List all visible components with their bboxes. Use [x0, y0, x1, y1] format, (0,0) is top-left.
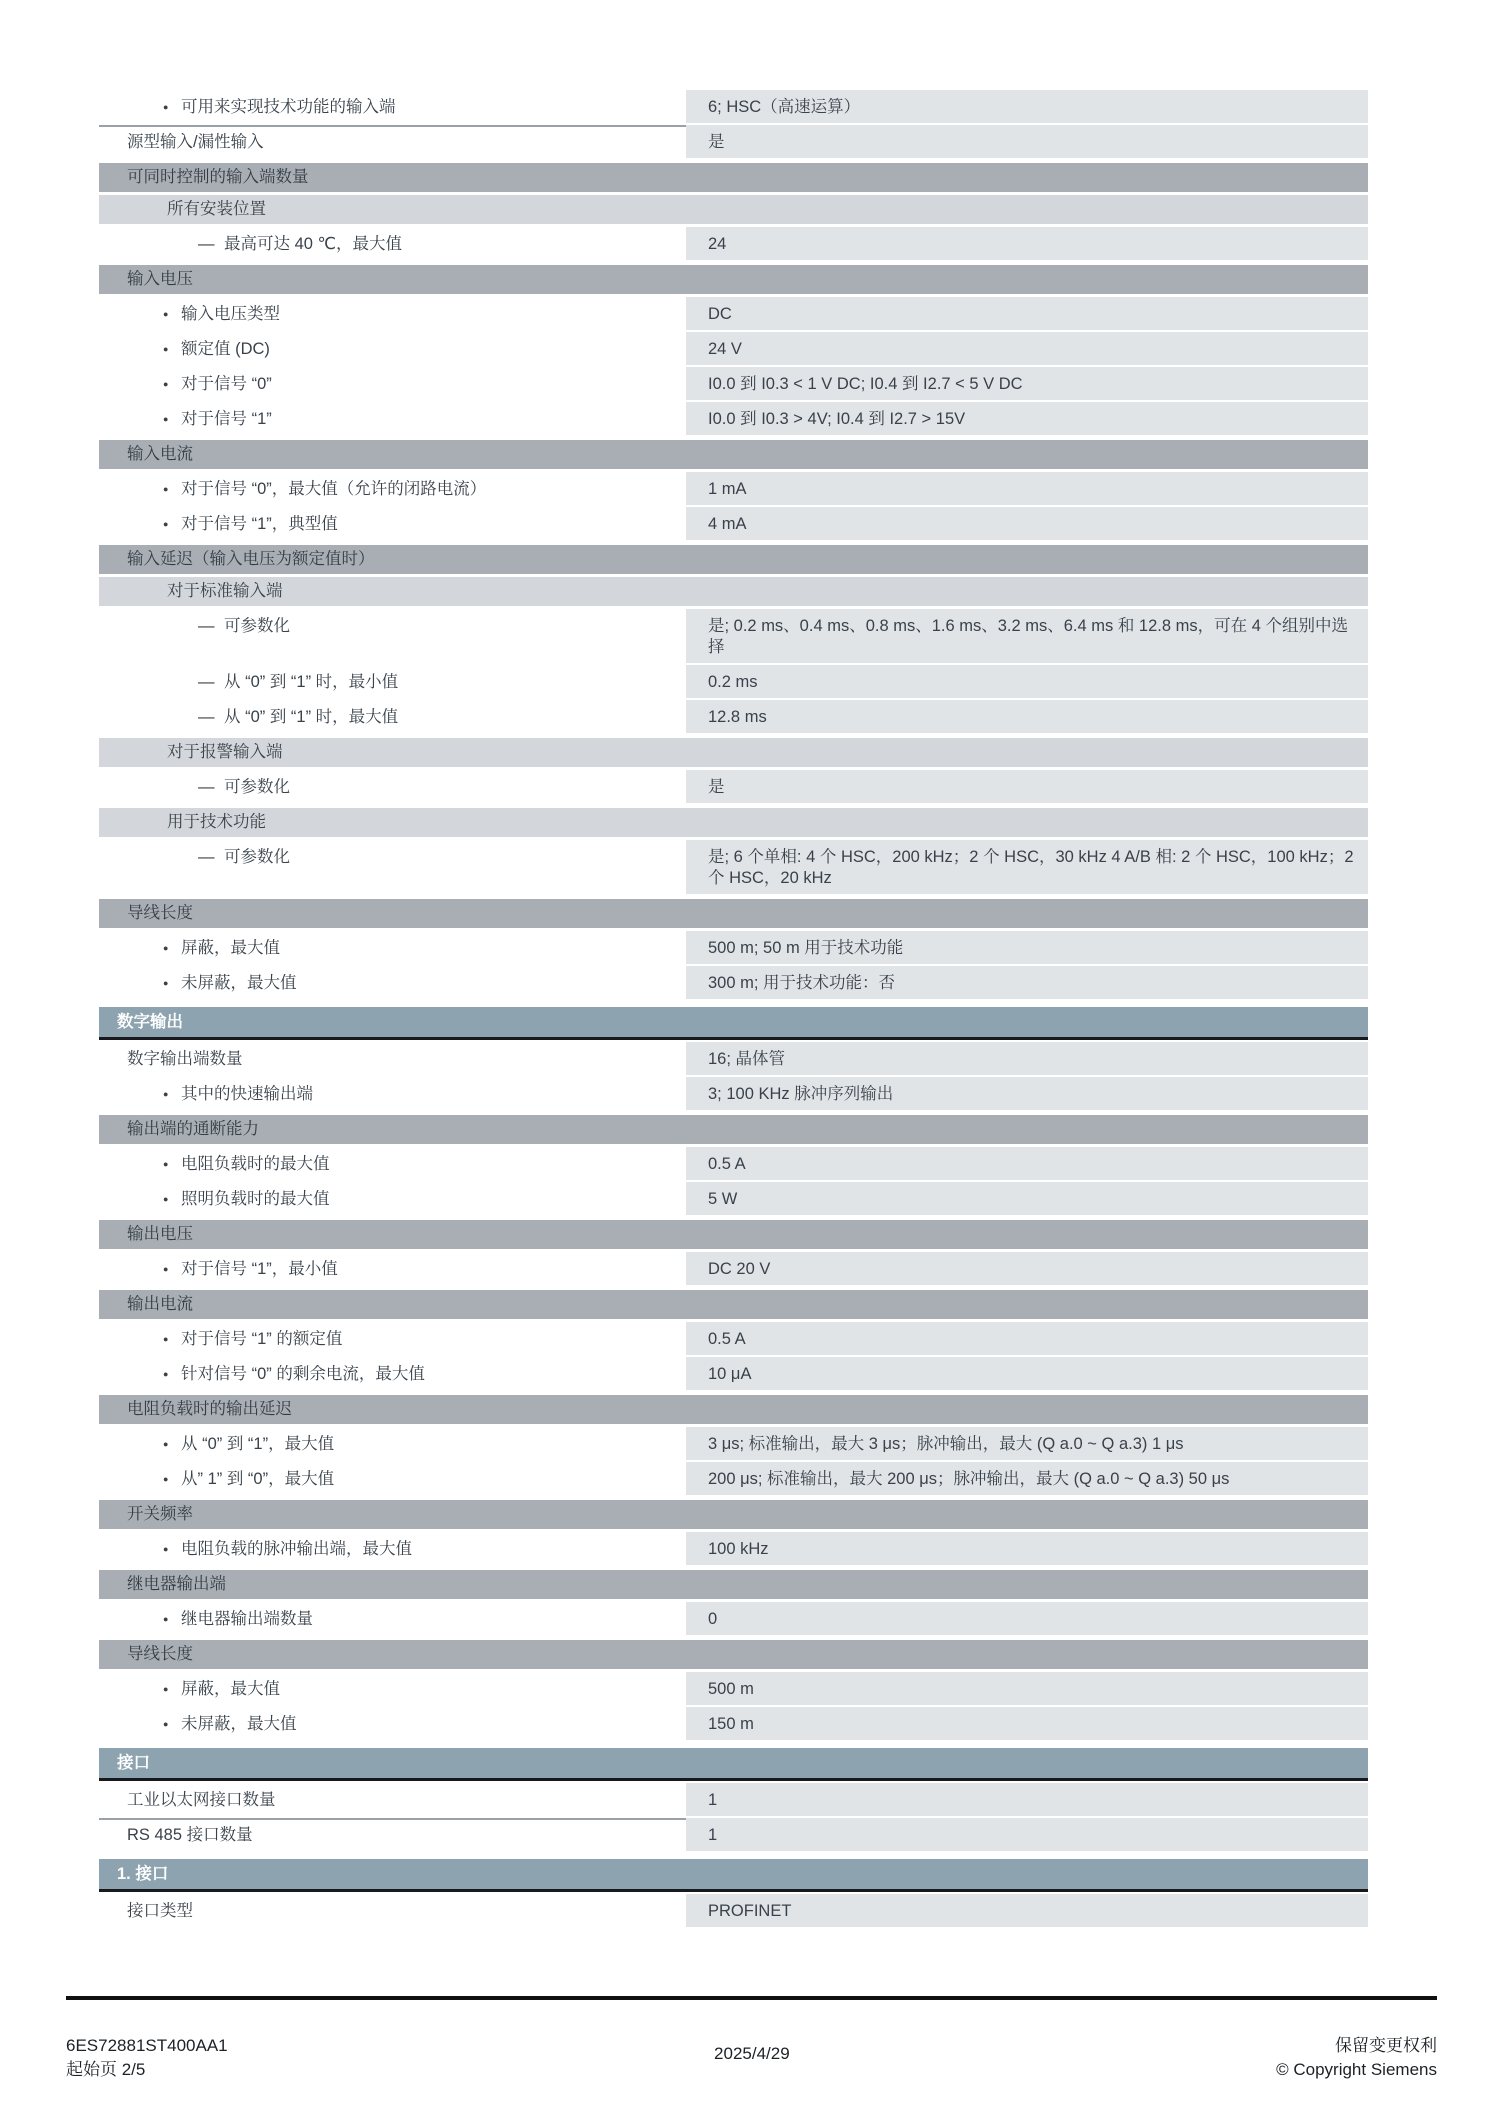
spec-value-cell: [686, 1818, 1368, 1853]
spec-value: 5 W: [708, 1190, 738, 1208]
bullet-icon: ●: [163, 1719, 169, 1729]
spec-value: 10 μA: [708, 1365, 752, 1383]
section-header: [99, 265, 1368, 294]
spec-label-cell: [99, 770, 686, 805]
header-label: 电阻负载时的输出延迟: [127, 1400, 292, 1418]
spec-value: 1: [708, 1826, 718, 1844]
spec-value: 是: [708, 133, 725, 151]
spec-label: 从 “0” 到 “1” 时，最小值: [224, 673, 399, 691]
dash-icon: —: [198, 235, 215, 253]
spec-value-cell: [686, 227, 1368, 262]
header-label: 输出电流: [127, 1295, 193, 1313]
spec-label-cell: [99, 1252, 686, 1287]
bullet-icon: ●: [163, 1544, 169, 1554]
spec-row: [99, 1427, 1368, 1462]
header-label: 输入电流: [127, 445, 193, 463]
spec-value-cell: [686, 1427, 1368, 1462]
spec-value-cell: [686, 367, 1368, 402]
bullet-icon: ●: [163, 414, 169, 424]
header-label: 输出电压: [127, 1225, 193, 1243]
spec-label-cell: [99, 700, 686, 735]
spec-label: 接口类型: [127, 1902, 193, 1920]
section-header: [99, 1115, 1368, 1144]
spec-label-cell: [99, 125, 686, 160]
spec-value-cell: [686, 125, 1368, 160]
subsection-header: [99, 808, 1368, 837]
section-header: [99, 1220, 1368, 1249]
spec-value-cell: [686, 770, 1368, 805]
section-header: [99, 1395, 1368, 1424]
spec-label: 最高可达 40 ℃，最大值: [224, 235, 403, 253]
spec-value: I0.0 到 I0.3 < 1 V DC; I0.4 到 I2.7 < 5 V DC: [708, 375, 1023, 393]
spec-label-cell: [99, 1783, 686, 1818]
spec-row: [99, 1532, 1368, 1567]
spec-label: 额定值 (DC): [181, 340, 270, 358]
spec-label: 可用来实现技术功能的输入端: [181, 98, 396, 116]
spec-row: [99, 1042, 1368, 1077]
spec-label-cell: [99, 1042, 686, 1077]
spec-row: [99, 1783, 1368, 1818]
bullet-icon: ●: [163, 344, 169, 354]
spec-row: [99, 1147, 1368, 1182]
footer-page-info: 起始页 2/5: [66, 2060, 146, 2079]
bullet-icon: ●: [163, 1194, 169, 1204]
spec-value-cell: [686, 1182, 1368, 1217]
header-label: 所有安装位置: [167, 200, 266, 218]
subsection-header: [99, 738, 1368, 767]
bullet-icon: ●: [163, 1369, 169, 1379]
spec-value: 1 mA: [708, 480, 747, 498]
spec-value-cell: [686, 1077, 1368, 1112]
header-label: 输入电压: [127, 270, 193, 288]
spec-row: [99, 1252, 1368, 1287]
spec-label-cell: [99, 402, 686, 437]
spec-row: [99, 1322, 1368, 1357]
spec-label: 未屏蔽，最大值: [181, 1715, 297, 1733]
footer-copyright: © Copyright Siemens: [1276, 2060, 1437, 2079]
spec-label: 其中的快速输出端: [181, 1085, 313, 1103]
bullet-icon: ●: [163, 943, 169, 953]
spec-label: RS 485 接口数量: [127, 1826, 253, 1844]
spec-value-cell: [686, 1147, 1368, 1182]
spec-label-cell: [99, 1894, 686, 1929]
section-header: [99, 1500, 1368, 1529]
spec-value-cell: [686, 472, 1368, 507]
spec-value-cell: [686, 402, 1368, 437]
spec-value-cell: [686, 1532, 1368, 1567]
header-label: 接口: [117, 1753, 150, 1772]
bullet-icon: ●: [163, 978, 169, 988]
section-header: [99, 1640, 1368, 1669]
spec-label: 继电器输出端数量: [181, 1610, 313, 1628]
spec-value: 24 V: [708, 340, 742, 358]
dash-icon: —: [198, 848, 215, 866]
spec-label: 可参数化: [224, 778, 290, 796]
spec-row: [99, 700, 1368, 735]
spec-value: 500 m: [708, 1680, 754, 1698]
spec-row: [99, 367, 1368, 402]
spec-label-cell: [99, 966, 686, 1001]
bullet-icon: ●: [163, 102, 169, 112]
spec-value-cell: [686, 609, 1368, 665]
bullet-icon: ●: [163, 1264, 169, 1274]
spec-row: [99, 125, 1368, 160]
header-label: 用于技术功能: [167, 813, 266, 831]
spec-row: [99, 1707, 1368, 1742]
spec-row: [99, 297, 1368, 332]
spec-label-cell: [99, 840, 686, 896]
spec-value: PROFINET: [708, 1902, 792, 1920]
spec-value-cell: [686, 1042, 1368, 1077]
spec-row: [99, 1182, 1368, 1217]
dash-icon: —: [198, 673, 215, 691]
page-footer: [66, 1996, 1437, 2082]
spec-label: 电阻负载时的最大值: [181, 1155, 330, 1173]
spec-label-cell: [99, 507, 686, 542]
spec-row: [99, 1672, 1368, 1707]
spec-value: DC 20 V: [708, 1260, 771, 1278]
header-label: 继电器输出端: [127, 1575, 226, 1593]
spec-row: [99, 1077, 1368, 1112]
spec-value: I0.0 到 I0.3 > 4V; I0.4 到 I2.7 > 15V: [708, 410, 966, 428]
spec-value: 300 m; 用于技术功能：否: [708, 974, 896, 992]
spec-row: [99, 665, 1368, 700]
spec-value-cell: [686, 1357, 1368, 1392]
spec-label-cell: [99, 609, 686, 665]
spec-label-cell: [99, 1818, 686, 1853]
dash-icon: —: [198, 708, 215, 726]
spec-label: 从 “0” 到 “1” 时，最大值: [224, 708, 399, 726]
dash-icon: —: [198, 778, 215, 796]
spec-value-cell: [686, 1322, 1368, 1357]
major-section-header: [99, 1748, 1368, 1781]
spec-value-cell: [686, 1707, 1368, 1742]
spec-label-cell: [99, 1182, 686, 1217]
spec-label-cell: [99, 90, 686, 125]
spec-value: 是; 0.2 ms、0.4 ms、0.8 ms、1.6 ms、3.2 ms、6.4 ms 和 12.8 ms，可在 4 个组别中选择: [708, 617, 1348, 656]
spec-label-cell: [99, 1147, 686, 1182]
spec-value-cell: [686, 1462, 1368, 1497]
spec-value: 3; 100 KHz 脉冲序列输出: [708, 1085, 894, 1103]
spec-label: 未屏蔽，最大值: [181, 974, 297, 992]
header-label: 数字输出: [117, 1012, 183, 1031]
spec-label-cell: [99, 1357, 686, 1392]
spec-label-cell: [99, 297, 686, 332]
spec-value: 3 μs; 标准输出，最大 3 μs；脉冲输出，最大 (Q a.0 ~ Q a.3) 1 μs: [708, 1435, 1184, 1453]
header-label: 开关频率: [127, 1505, 193, 1523]
spec-label: 照明负载时的最大值: [181, 1190, 330, 1208]
spec-row: [99, 966, 1368, 1001]
spec-label-cell: [99, 332, 686, 367]
bullet-icon: ●: [163, 1474, 169, 1484]
spec-label-cell: [99, 1462, 686, 1497]
bullet-icon: ●: [163, 519, 169, 529]
spec-value-cell: [686, 1894, 1368, 1929]
spec-label: 电阻负载的脉冲输出端，最大值: [181, 1540, 412, 1558]
spec-value: 150 m: [708, 1715, 754, 1733]
bullet-icon: ●: [163, 1614, 169, 1624]
spec-label: 对于信号 “0”: [181, 375, 272, 393]
bullet-icon: ●: [163, 1159, 169, 1169]
spec-value-cell: [686, 1252, 1368, 1287]
spec-label-cell: [99, 931, 686, 966]
spec-label: 从 “0” 到 “1”，最大值: [181, 1435, 335, 1453]
subsection-header: [99, 577, 1368, 606]
section-header: [99, 440, 1368, 469]
spec-label: 对于信号 “1”，最小值: [181, 1260, 338, 1278]
spec-value-cell: [686, 665, 1368, 700]
spec-label-cell: [99, 1672, 686, 1707]
spec-row: [99, 332, 1368, 367]
footer-date: 2025/4/29: [714, 2044, 790, 2063]
spec-value: 6; HSC（高速运算）: [708, 98, 861, 116]
dash-icon: —: [198, 617, 215, 635]
spec-value: 是: [708, 778, 725, 796]
spec-label: 对于信号 “0”，最大值（允许的闭路电流）: [181, 480, 487, 498]
bullet-icon: ●: [163, 1439, 169, 1449]
spec-value-cell: [686, 507, 1368, 542]
spec-label-cell: [99, 1322, 686, 1357]
section-header: [99, 163, 1368, 192]
header-label: 输出端的通断能力: [127, 1120, 259, 1138]
spec-label: 针对信号 “0” 的剩余电流，最大值: [181, 1365, 425, 1383]
spec-label-cell: [99, 1427, 686, 1462]
spec-label: 数字输出端数量: [127, 1050, 243, 1068]
spec-value: 16; 晶体管: [708, 1050, 786, 1068]
footer-rights: 保留变更权利: [1334, 2036, 1437, 2055]
spec-value: 24: [708, 235, 727, 253]
spec-label-cell: [99, 472, 686, 507]
spec-label: 可参数化: [224, 617, 290, 635]
spec-value-cell: [686, 297, 1368, 332]
major-section-header: [99, 1007, 1368, 1040]
header-label: 对于报警输入端: [167, 743, 283, 761]
spec-row: [99, 507, 1368, 542]
spec-row: [99, 90, 1368, 125]
spec-row: [99, 931, 1368, 966]
spec-label-cell: [99, 1602, 686, 1637]
header-label: 1. 接口: [117, 1864, 169, 1883]
spec-row: [99, 472, 1368, 507]
spec-label: 屏蔽，最大值: [181, 939, 280, 957]
spec-row: [99, 1357, 1368, 1392]
subsection-header: [99, 195, 1368, 224]
spec-value-cell: [686, 966, 1368, 1001]
spec-value: 100 kHz: [708, 1540, 769, 1558]
spec-label: 屏蔽，最大值: [181, 1680, 280, 1698]
spec-value: 0.5 A: [708, 1330, 746, 1348]
spec-value: 500 m; 50 m 用于技术功能: [708, 939, 904, 957]
spec-label: 对于信号 “1”，典型值: [181, 515, 338, 533]
spec-label-cell: [99, 1707, 686, 1742]
spec-label-cell: [99, 227, 686, 262]
header-label: 输入延迟（输入电压为额定值时）: [127, 550, 375, 568]
major-section-header: [99, 1859, 1368, 1892]
spec-value-cell: [686, 1672, 1368, 1707]
spec-label: 工业以太网接口数量: [127, 1791, 276, 1809]
header-label: 对于标准输入端: [167, 582, 283, 600]
spec-value-cell: [686, 1783, 1368, 1818]
spec-value: 4 mA: [708, 515, 747, 533]
spec-row: [99, 1894, 1368, 1929]
section-header: [99, 545, 1368, 574]
spec-row: [99, 227, 1368, 262]
spec-value-cell: [686, 931, 1368, 966]
spec-value-cell: [686, 700, 1368, 735]
spec-label-cell: [99, 665, 686, 700]
header-label: 导线长度: [127, 1645, 193, 1663]
spec-row: [99, 840, 1368, 896]
spec-value-cell: [686, 332, 1368, 367]
header-label: 可同时控制的输入端数量: [127, 168, 309, 186]
spec-table: [99, 90, 1368, 1929]
spec-label: 从” 1” 到 “0”，最大值: [181, 1470, 335, 1488]
spec-value-cell: [686, 840, 1368, 896]
spec-row: [99, 1818, 1368, 1853]
spec-row: [99, 402, 1368, 437]
bullet-icon: ●: [163, 1684, 169, 1694]
spec-row: [99, 770, 1368, 805]
spec-value: 12.8 ms: [708, 708, 767, 726]
spec-value: 1: [708, 1791, 718, 1809]
header-label: 导线长度: [127, 904, 193, 922]
spec-label-cell: [99, 1532, 686, 1567]
bullet-icon: ●: [163, 309, 169, 319]
spec-label: 对于信号 “1”: [181, 410, 272, 428]
spec-row: [99, 1462, 1368, 1497]
spec-label: 输入电压类型: [181, 305, 280, 323]
bullet-icon: ●: [163, 484, 169, 494]
spec-row: [99, 609, 1368, 665]
spec-value: 0.5 A: [708, 1155, 746, 1173]
spec-value-cell: [686, 1602, 1368, 1637]
section-header: [99, 1570, 1368, 1599]
bullet-icon: ●: [163, 1334, 169, 1344]
spec-label-cell: [99, 367, 686, 402]
spec-value-cell: [686, 90, 1368, 125]
footer-order-number: 6ES72881ST400AA1: [66, 2036, 228, 2055]
spec-value: 是; 6 个单相: 4 个 HSC，200 kHz；2 个 HSC，30 kHz 4 A/B 相: 2 个 HSC，100 kHz；2 个 HSC，20 kHz: [708, 848, 1354, 887]
spec-row: [99, 1602, 1368, 1637]
spec-value: DC: [708, 305, 732, 323]
section-header: [99, 899, 1368, 928]
spec-value: 0: [708, 1610, 718, 1628]
bullet-icon: ●: [163, 379, 169, 389]
spec-label-cell: [99, 1077, 686, 1112]
spec-value: 0.2 ms: [708, 673, 758, 691]
spec-value: 200 μs; 标准输出，最大 200 μs；脉冲输出，最大 (Q a.0 ~ Q a.3) 50 μs: [708, 1470, 1230, 1488]
section-header: [99, 1290, 1368, 1319]
spec-label: 源型输入/漏性输入: [127, 133, 264, 151]
bullet-icon: ●: [163, 1089, 169, 1099]
spec-label: 对于信号 “1” 的额定值: [181, 1330, 343, 1348]
spec-label: 可参数化: [224, 848, 290, 866]
